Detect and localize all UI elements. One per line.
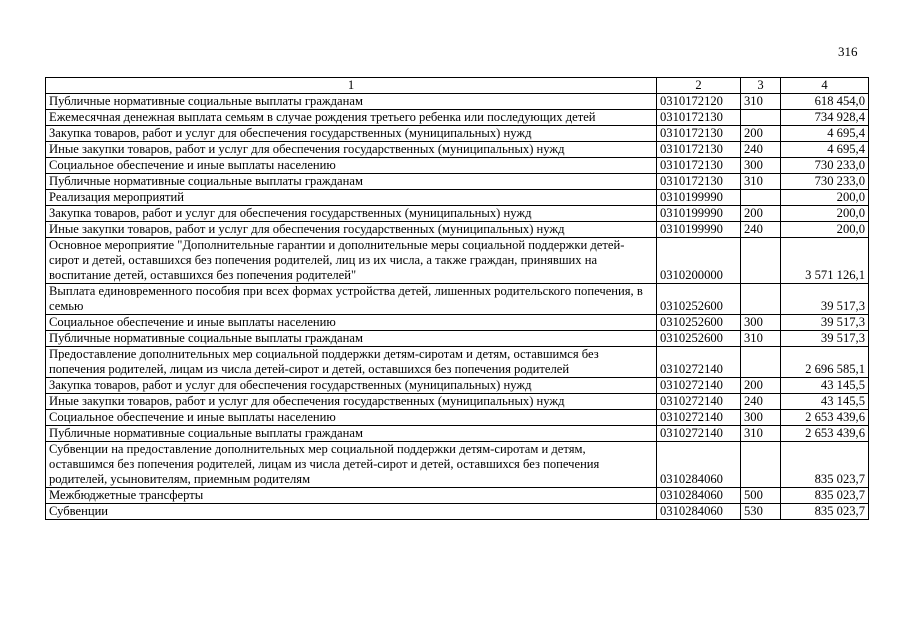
table-row <box>46 442 869 488</box>
table-row <box>46 284 869 315</box>
row-target-code: 0310172130 <box>657 126 741 142</box>
row-expense-type: 200 <box>741 206 781 222</box>
row-description: Публичные нормативные социальные выплаты гражданам <box>46 331 657 347</box>
header-cell-col4: 4 <box>781 78 869 94</box>
row-target-code: 0310272140 <box>657 394 741 410</box>
row-expense-type <box>741 190 781 206</box>
table-row <box>46 158 869 174</box>
row-target-code: 0310172130 <box>657 142 741 158</box>
row-amount: 43 145,5 <box>781 394 869 410</box>
row-amount: 3 571 126,1 <box>781 238 869 284</box>
row-target-code: 0310272140 <box>657 347 741 378</box>
row-target-code: 0310172130 <box>657 110 741 126</box>
row-description: Социальное обеспечение и иные выплаты населению <box>46 158 657 174</box>
row-description: Межбюджетные трансферты <box>46 488 657 504</box>
row-target-code: 0310252600 <box>657 315 741 331</box>
row-amount: 43 145,5 <box>781 378 869 394</box>
table-row <box>46 410 869 426</box>
row-target-code: 0310252600 <box>657 284 741 315</box>
row-expense-type: 200 <box>741 126 781 142</box>
budget-table <box>45 77 869 520</box>
table-row <box>46 174 869 190</box>
row-expense-type: 300 <box>741 315 781 331</box>
row-amount: 2 653 439,6 <box>781 426 869 442</box>
table-row <box>46 94 869 110</box>
row-target-code: 0310172130 <box>657 174 741 190</box>
row-description: Закупка товаров, работ и услуг для обеспечения государственных (муниципальных) нужд <box>46 206 657 222</box>
row-target-code: 0310272140 <box>657 378 741 394</box>
row-amount: 4 695,4 <box>781 126 869 142</box>
table-row <box>46 504 869 520</box>
row-description: Публичные нормативные социальные выплаты гражданам <box>46 174 657 190</box>
row-description: Публичные нормативные социальные выплаты гражданам <box>46 426 657 442</box>
row-target-code: 0310172130 <box>657 158 741 174</box>
row-amount: 39 517,3 <box>781 284 869 315</box>
row-target-code: 0310284060 <box>657 488 741 504</box>
row-expense-type: 240 <box>741 394 781 410</box>
page-number: 316 <box>838 44 858 59</box>
row-description: Социальное обеспечение и иные выплаты населению <box>46 315 657 331</box>
row-expense-type <box>741 347 781 378</box>
table-row <box>46 142 869 158</box>
header-cell-col1: 1 <box>46 78 657 94</box>
row-amount: 200,0 <box>781 206 869 222</box>
row-amount: 2 696 585,1 <box>781 347 869 378</box>
table-row <box>46 238 869 284</box>
row-description: Закупка товаров, работ и услуг для обеспечения государственных (муниципальных) нужд <box>46 378 657 394</box>
row-expense-type: 310 <box>741 174 781 190</box>
table-row <box>46 378 869 394</box>
row-amount: 2 653 439,6 <box>781 410 869 426</box>
row-description: Ежемесячная денежная выплата семьям в случае рождения третьего ребенка или последующих детей <box>46 110 657 126</box>
row-amount: 835 023,7 <box>781 488 869 504</box>
table-row <box>46 426 869 442</box>
table-row <box>46 315 869 331</box>
row-amount: 835 023,7 <box>781 504 869 520</box>
table-row <box>46 206 869 222</box>
table-row <box>46 488 869 504</box>
table-row <box>46 190 869 206</box>
header-cell-col2: 2 <box>657 78 741 94</box>
row-description: Социальное обеспечение и иные выплаты населению <box>46 410 657 426</box>
row-description: Субвенции <box>46 504 657 520</box>
row-amount: 730 233,0 <box>781 158 869 174</box>
row-amount: 39 517,3 <box>781 315 869 331</box>
row-target-code: 0310284060 <box>657 442 741 488</box>
row-target-code: 0310199990 <box>657 206 741 222</box>
row-amount: 730 233,0 <box>781 174 869 190</box>
row-expense-type: 200 <box>741 378 781 394</box>
row-amount: 200,0 <box>781 190 869 206</box>
row-target-code: 0310199990 <box>657 222 741 238</box>
table-row <box>46 347 869 378</box>
row-target-code: 0310200000 <box>657 238 741 284</box>
row-description: Иные закупки товаров, работ и услуг для обеспечения государственных (муниципальных) нужд <box>46 222 657 238</box>
row-expense-type: 530 <box>741 504 781 520</box>
row-description: Реализация мероприятий <box>46 190 657 206</box>
row-amount: 835 023,7 <box>781 442 869 488</box>
table-row <box>46 394 869 410</box>
row-expense-type <box>741 442 781 488</box>
row-expense-type: 240 <box>741 222 781 238</box>
table-row <box>46 331 869 347</box>
row-description: Основное мероприятие "Дополнительные гарантии и дополнительные меры социальной поддержки детей-сирот и детей, оставшихся без попечения родителей, лиц из их числа, а также граждан, принявших на воспитание детей, оставшихся без попечения родителей" <box>46 238 657 284</box>
row-expense-type <box>741 110 781 126</box>
row-target-code: 0310252600 <box>657 331 741 347</box>
row-description: Иные закупки товаров, работ и услуг для обеспечения государственных (муниципальных) нужд <box>46 142 657 158</box>
row-description: Публичные нормативные социальные выплаты гражданам <box>46 94 657 110</box>
row-amount: 39 517,3 <box>781 331 869 347</box>
row-expense-type: 310 <box>741 94 781 110</box>
row-target-code: 0310172120 <box>657 94 741 110</box>
row-target-code: 0310199990 <box>657 190 741 206</box>
row-expense-type: 310 <box>741 331 781 347</box>
row-description: Иные закупки товаров, работ и услуг для обеспечения государственных (муниципальных) нужд <box>46 394 657 410</box>
row-amount: 618 454,0 <box>781 94 869 110</box>
row-amount: 200,0 <box>781 222 869 238</box>
row-expense-type: 300 <box>741 158 781 174</box>
row-expense-type: 500 <box>741 488 781 504</box>
row-expense-type: 240 <box>741 142 781 158</box>
table-row <box>46 222 869 238</box>
row-expense-type <box>741 284 781 315</box>
row-target-code: 0310272140 <box>657 426 741 442</box>
row-amount: 734 928,4 <box>781 110 869 126</box>
table-header-row <box>46 78 869 94</box>
row-amount: 4 695,4 <box>781 142 869 158</box>
row-target-code: 0310284060 <box>657 504 741 520</box>
row-expense-type: 300 <box>741 410 781 426</box>
table-row <box>46 110 869 126</box>
row-description: Закупка товаров, работ и услуг для обеспечения государственных (муниципальных) нужд <box>46 126 657 142</box>
row-expense-type <box>741 238 781 284</box>
row-description: Выплата единовременного пособия при всех формах устройства детей, лишенных родительского попечения, в семью <box>46 284 657 315</box>
row-description: Субвенции на предоставление дополнительных мер социальной поддержки детям-сиротам и детям, оставшимся без попечения родителей, лицам из числа детей-сирот и детей, оставшихся без попечения родителей, усыновителям, приемным родителям <box>46 442 657 488</box>
header-cell-col3: 3 <box>741 78 781 94</box>
row-description: Предоставление дополнительных мер социальной поддержки детям-сиротам и детям, оставшимся без попечения родителей, лицам из числа детей-сирот и детей, оставшихся без попечения родителей <box>46 347 657 378</box>
row-expense-type: 310 <box>741 426 781 442</box>
table-row <box>46 126 869 142</box>
row-target-code: 0310272140 <box>657 410 741 426</box>
